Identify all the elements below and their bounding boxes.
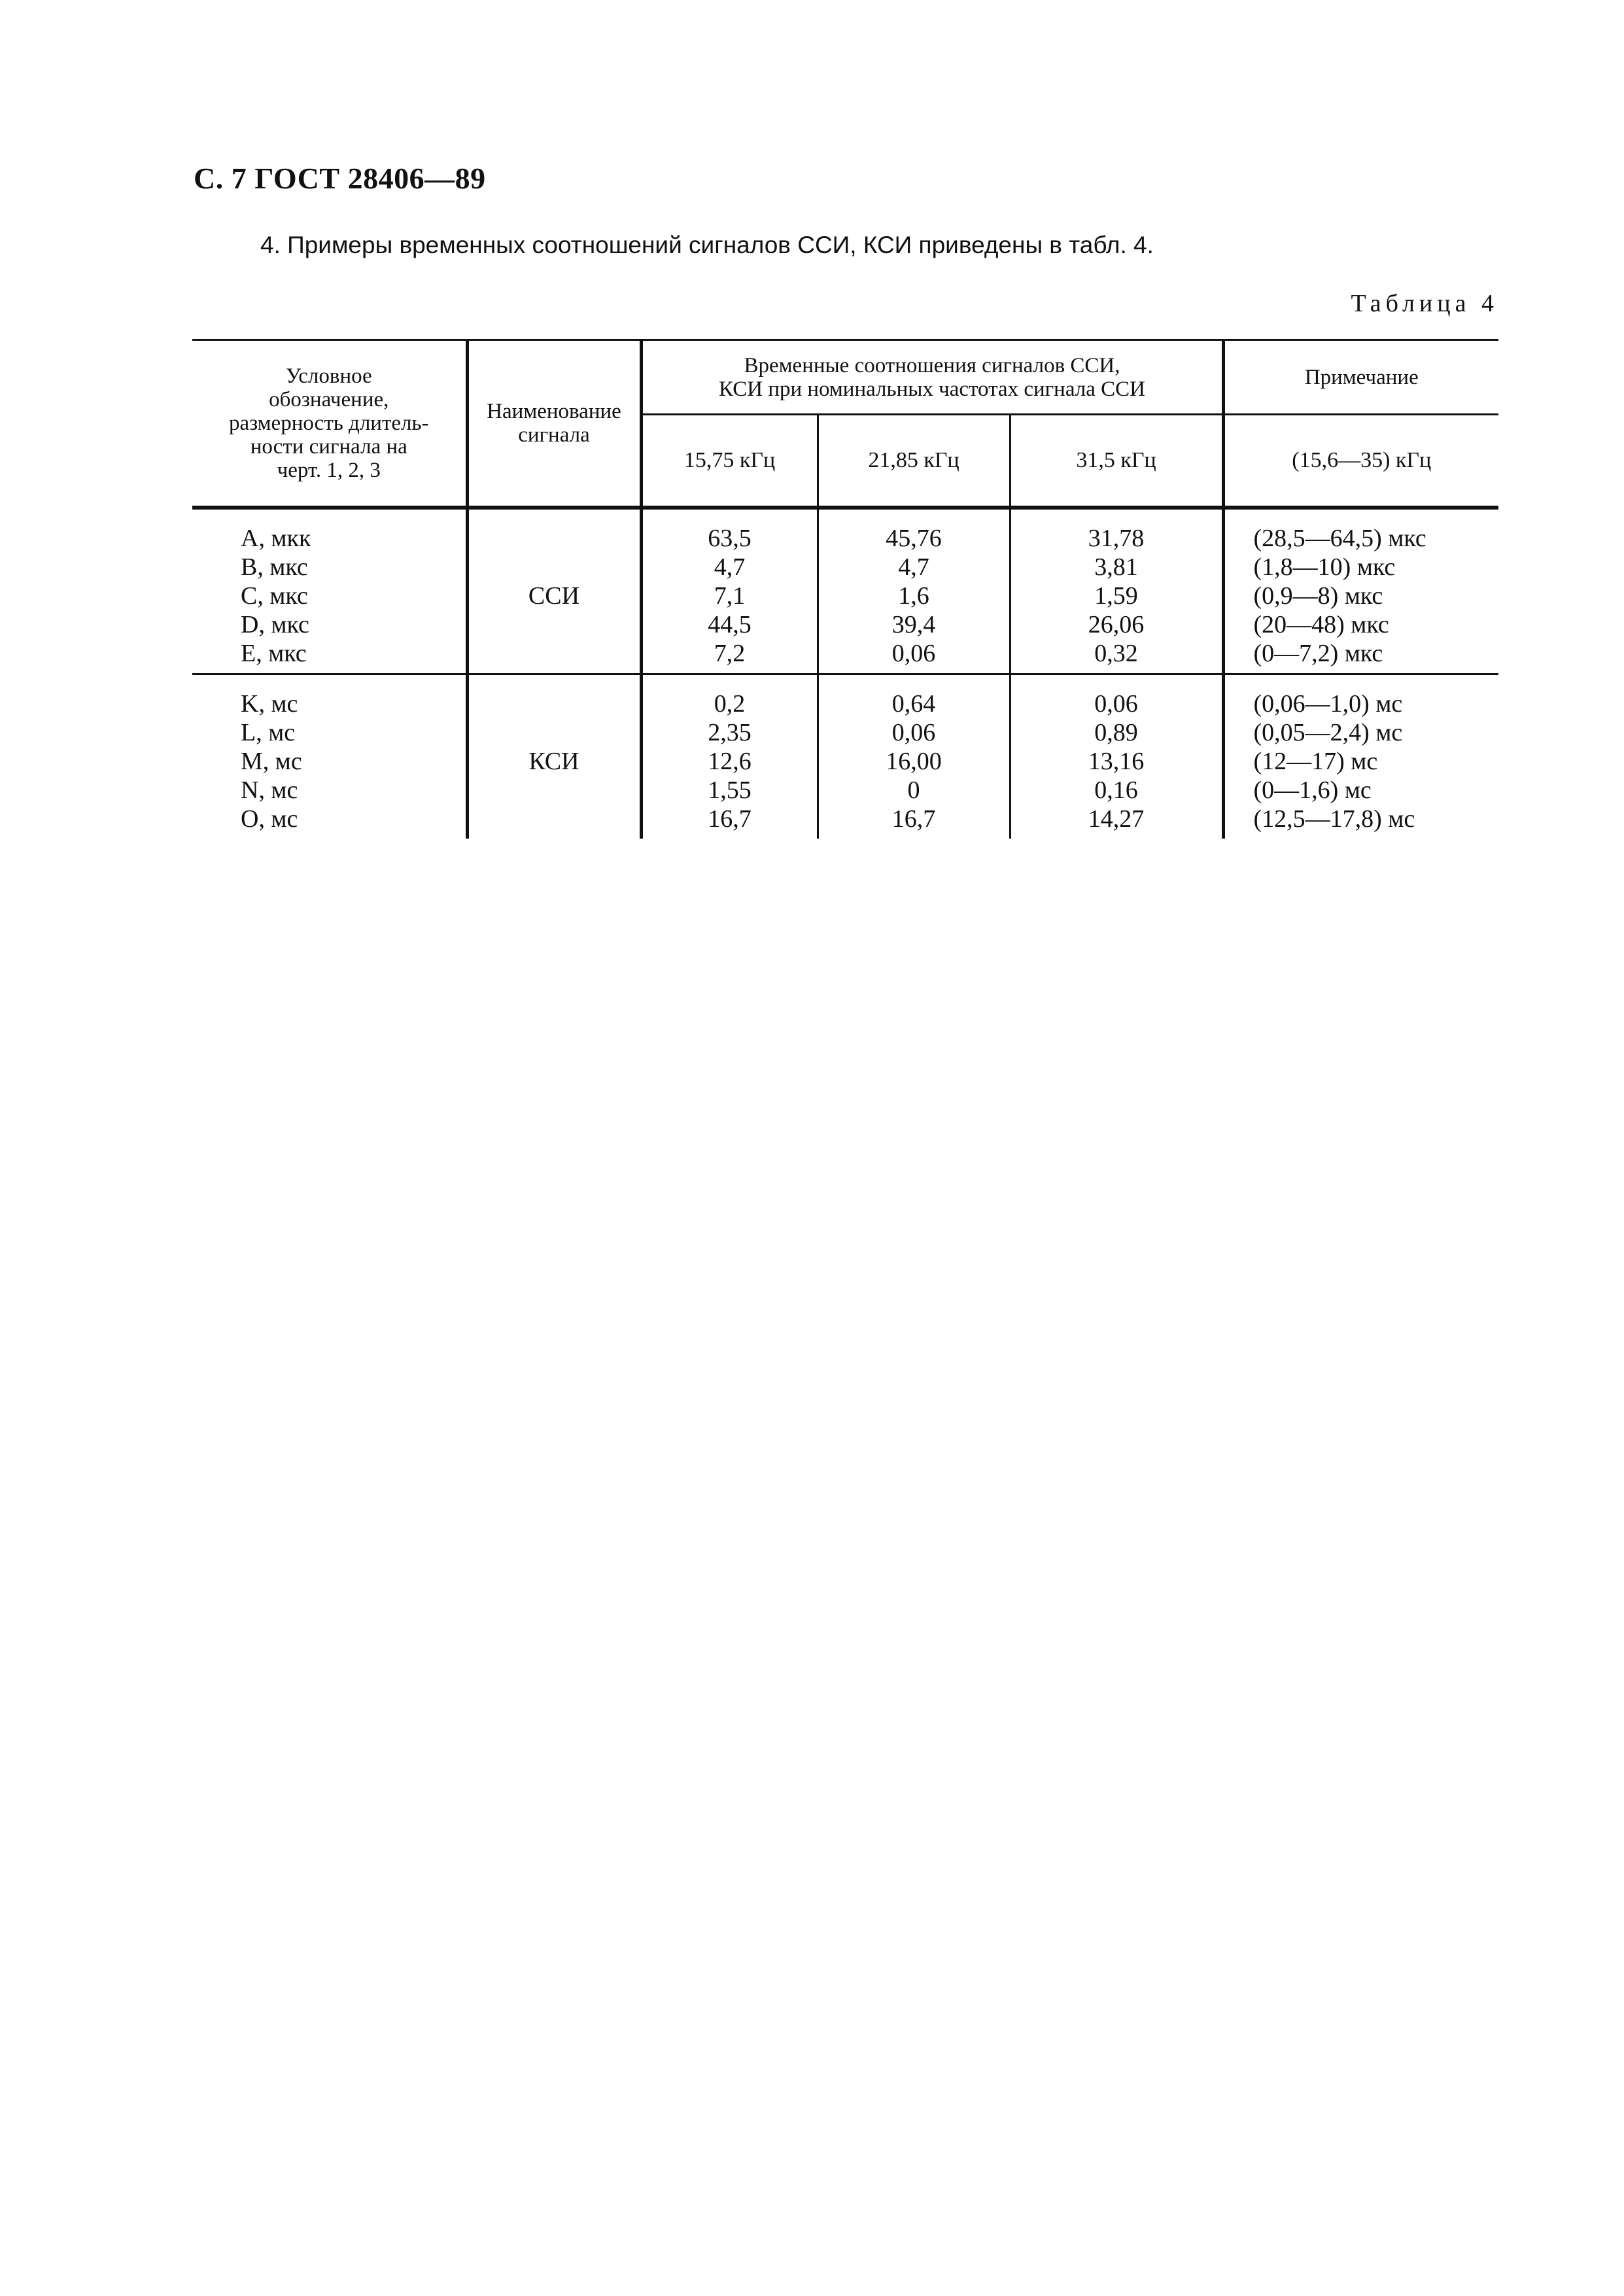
header-note: Примечание (1223, 340, 1498, 415)
intro-paragraph: 4. Примеры временных соотношений сигналов ССИ, КСИ приведены в табл. 4. (260, 232, 1154, 258)
designation-cell: K, мс L, мс М, мс N, мс О, мс (241, 689, 302, 833)
header-freq-15-75: 15,75 кГц (641, 415, 818, 508)
header-freq-21-85: 21,85 кГц (818, 415, 1010, 508)
header-note-range: (15,6—35) кГц (1223, 415, 1498, 508)
note-cell: (28,5—64,5) мкс (1,8—10) мкс (0,9—8) мкс (20—48) мкс (0—7,2) мкс (1223, 508, 1498, 674)
table-caption: Таблица 4 (1351, 290, 1498, 317)
freq-21-85-cell: 45,76 4,7 1,6 39,4 0,06 (818, 508, 1010, 674)
signal-name-cell: КСИ (467, 674, 641, 839)
freq-15-75-cell: 63,5 4,7 7,1 44,5 7,2 (641, 508, 818, 674)
header-timing-group: Временные соотношения сигналов ССИ, КСИ при номинальных частотах сигнала ССИ (641, 340, 1223, 415)
freq-31-5-cell: 0,06 0,89 13,16 0,16 14,27 (1010, 674, 1223, 839)
freq-15-75-cell: 0,2 2,35 12,6 1,55 16,7 (641, 674, 818, 839)
group-ssi (192, 508, 1498, 674)
note-cell: (0,06—1,0) мс (0,05—2,4) мс (12—17) мс (0—1,6) мс (12,5—17,8) мс (1223, 674, 1498, 839)
page-title: С. 7 ГОСТ 28406—89 (194, 162, 486, 195)
header-designation: Условное обозначение, размерность длитель- ности сигнала на черт. 1, 2, 3 (192, 340, 467, 508)
header-signal-name: Наименование сигнала (467, 340, 641, 508)
signal-name-cell: ССИ (467, 508, 641, 674)
timing-table (192, 339, 1498, 839)
freq-21-85-cell: 0,64 0,06 16,00 0 16,7 (818, 674, 1010, 839)
header-freq-31-5: 31,5 кГц (1010, 415, 1223, 508)
designation-cell: А, мкк В, мкс С, мкс D, мкс Е, мкс (241, 524, 311, 667)
group-ksi (192, 674, 1498, 839)
freq-31-5-cell: 31,78 3,81 1,59 26,06 0,32 (1010, 508, 1223, 674)
